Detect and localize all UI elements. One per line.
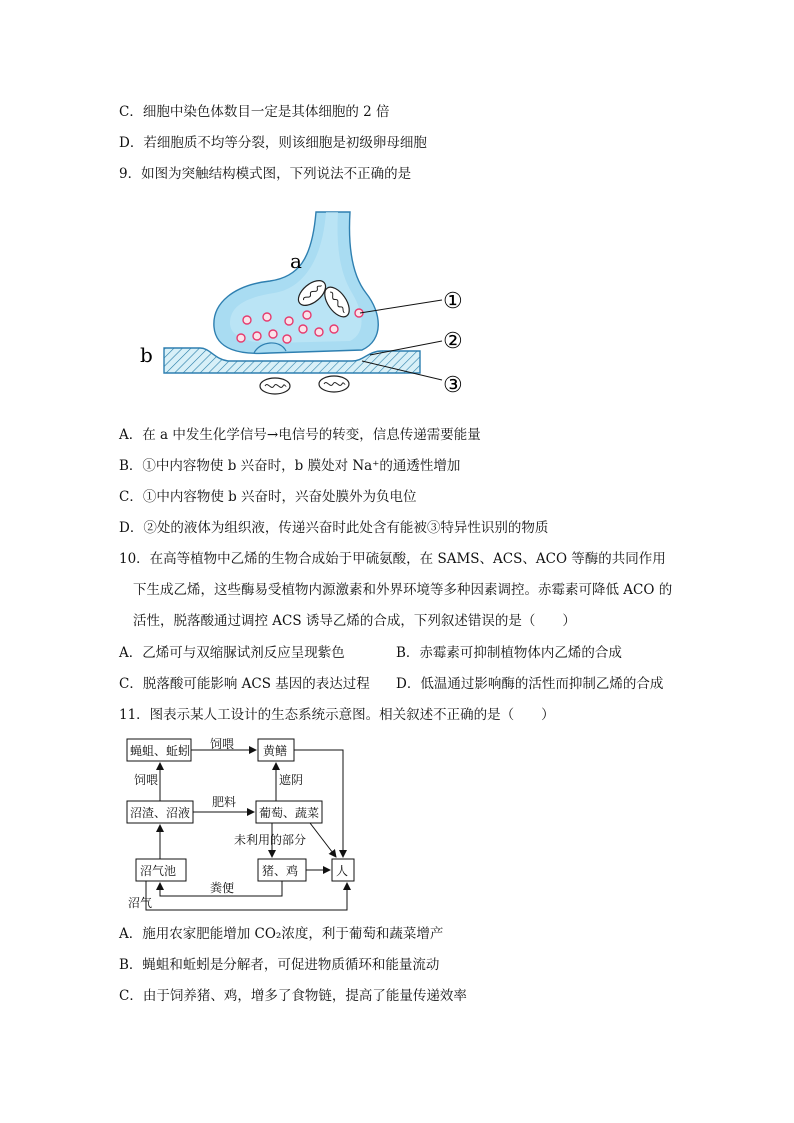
box-residue: 沼渣、沼液 [130, 806, 191, 820]
option-line: D．若细胞质不均等分裂，则该细胞是初级卵母细胞 [119, 135, 427, 151]
question-10-cont: 活性，脱落酸通过调控 ACS 诱导乙烯的合成，下列叙述错误的是（ ） [133, 613, 576, 629]
vesicle [253, 332, 261, 340]
vesicle [243, 316, 251, 324]
option-line: C．脱落酸可能影响 ACS 基因的表达过程 [119, 676, 370, 692]
vesicle [315, 328, 323, 336]
label-feed: 饲喂 [210, 737, 235, 751]
option-line: B．赤霉素可抑制植物体内乙烯的合成 [396, 645, 622, 661]
label-unused: 未利用的部分 [234, 833, 307, 847]
mitochondrion-icon [260, 378, 290, 394]
label-a: a [290, 249, 302, 273]
vesicle [285, 317, 293, 325]
vesicle [269, 330, 277, 338]
option-line: C．细胞中染色体数目一定是其体细胞的 2 倍 [119, 104, 390, 120]
label-feed: 饲喂 [134, 773, 159, 787]
label-1: ① [443, 289, 463, 314]
question-10-cont: 下生成乙烯，这些酶易受植物内源激素和外界环境等多种因素调控。赤霉素可降低 ACO 的 [133, 582, 673, 598]
option-line: B．蝇蛆和蚯蚓是分解者，可促进物质循环和能量流动 [119, 957, 440, 973]
synapse-diagram [130, 205, 490, 405]
option-line: D．低温通过影响酶的活性而抑制乙烯的合成 [396, 676, 664, 692]
label-dung: 粪便 [210, 881, 235, 895]
mitochondrion-icon [319, 376, 349, 392]
question-9: 9．如图为突触结构模式图，下列说法不正确的是 [119, 166, 412, 182]
ecosystem-diagram [122, 730, 362, 915]
vesicle [330, 325, 338, 333]
question-11: 11．图表示某人工设计的生态系统示意图。相关叙述不正确的是（ ） [119, 707, 555, 723]
label-fertilizer: 肥料 [212, 795, 237, 809]
box-eel: 黄鳝 [263, 744, 288, 758]
box-biogas-pool: 沼气池 [140, 864, 177, 878]
option-line: B．①中内容物使 b 兴奋时，b 膜处对 Na⁺的通透性增加 [119, 458, 461, 474]
question-10: 10．在高等植物中乙烯的生物合成始于甲硫氨酸，在 SAMS、ACS、ACO 等酶的共同作用 [119, 551, 666, 567]
label-3: ③ [443, 373, 463, 398]
box-human: 人 [336, 864, 349, 878]
option-line: A．施用农家肥能增加 CO₂浓度，利于葡萄和蔬菜增产 [119, 926, 444, 942]
vesicle [303, 311, 311, 319]
option-line: A．乙烯可与双缩脲试剂反应呈现紫色 [119, 645, 345, 661]
box-grape-vegetable: 葡萄、蔬菜 [259, 806, 320, 820]
box-fly-earthworm: 蝇蛆、蚯蚓 [130, 744, 191, 758]
vesicle [263, 313, 271, 321]
box-pig-chicken: 猪、鸡 [262, 864, 299, 878]
label-2: ② [443, 329, 463, 354]
label-biogas: 沼气 [128, 896, 153, 910]
label-shade: 遮阴 [279, 773, 304, 787]
option-line: C．由于饲养猪、鸡，增多了食物链，提高了能量传递效率 [119, 988, 467, 1004]
vesicle [237, 334, 245, 342]
vesicle [299, 325, 307, 333]
option-line: C．①中内容物使 b 兴奋时，兴奋处膜外为负电位 [119, 489, 417, 505]
option-line: A．在 a 中发生化学信号→电信号的转变，信息传递需要能量 [119, 427, 481, 443]
label-b: b [140, 343, 153, 367]
vesicle [283, 335, 291, 343]
option-line: D．②处的液体为组织液，传递兴奋时此处含有能被③特异性识别的物质 [119, 520, 549, 536]
